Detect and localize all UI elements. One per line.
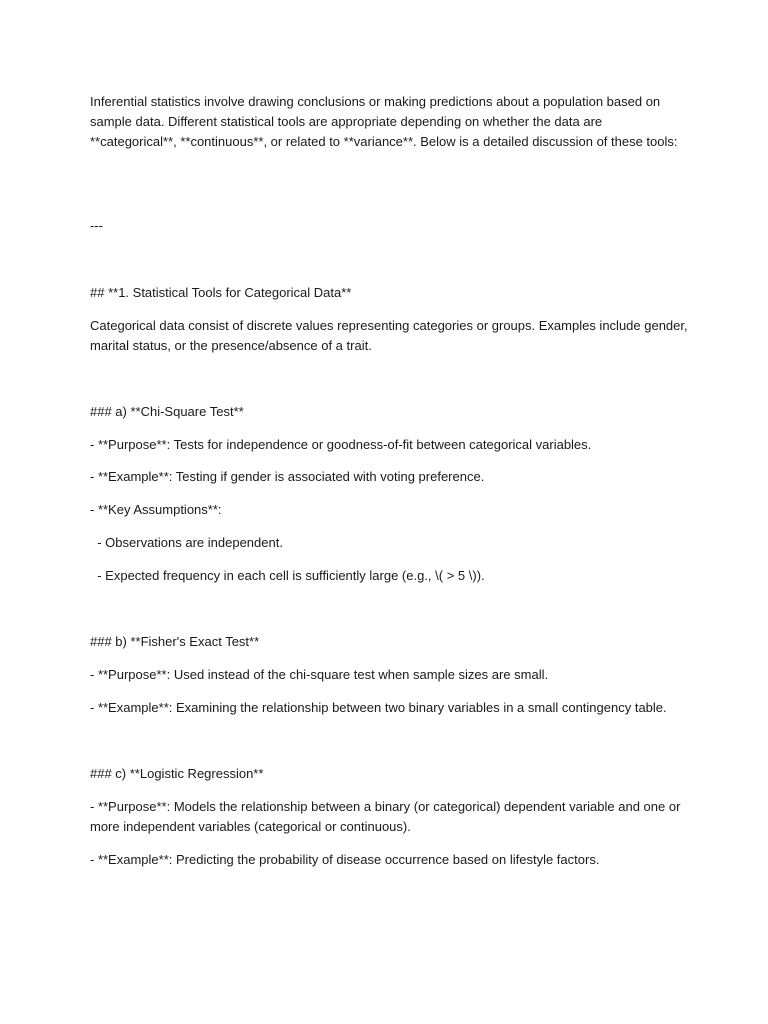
subsection-heading-chi-square: ### a) **Chi-Square Test** <box>90 404 244 419</box>
list-item-example: - **Example**: Testing if gender is associated with voting preference. <box>90 469 485 484</box>
list-item-purpose: - **Purpose**: Used instead of the chi-square test when sample sizes are small. <box>90 667 549 682</box>
subsection-heading-fisher: ### b) **Fisher's Exact Test** <box>90 634 260 649</box>
separator: --- <box>90 218 103 233</box>
section-description: Categorical data consist of discrete values representing categories or groups. Examples include gender, marital status, or the presence/absence of a trait. <box>90 318 688 353</box>
list-item-example: - **Example**: Predicting the probability of disease occurrence based on lifestyle factors. <box>90 852 600 867</box>
list-item-assumption-2: - Expected frequency in each cell is sufficiently large (e.g., \( > 5 \)). <box>90 568 485 583</box>
list-item-purpose: - **Purpose**: Models the relationship between a binary (or categorical) dependent variable and one or more independent variables (categorical or continuous). <box>90 799 681 834</box>
list-item-purpose: - **Purpose**: Tests for independence or goodness-of-fit between categorical variables. <box>90 437 592 452</box>
list-item-example: - **Example**: Examining the relationship between two binary variables in a small contingency table. <box>90 700 667 715</box>
intro-paragraph: Inferential statistics involve drawing conclusions or making predictions about a population based on sample data. Different statistical tools are appropriate depending on whether the data are **categorical**, **continuous**, or related to **variance**. Below is a detailed discussion of these tools: <box>90 94 678 149</box>
subsection-heading-logistic: ### c) **Logistic Regression** <box>90 766 264 781</box>
list-item-assumptions: - **Key Assumptions**: <box>90 502 222 517</box>
list-item-assumption-1: - Observations are independent. <box>90 535 283 550</box>
section-heading: ## **1. Statistical Tools for Categorical Data** <box>90 285 352 300</box>
